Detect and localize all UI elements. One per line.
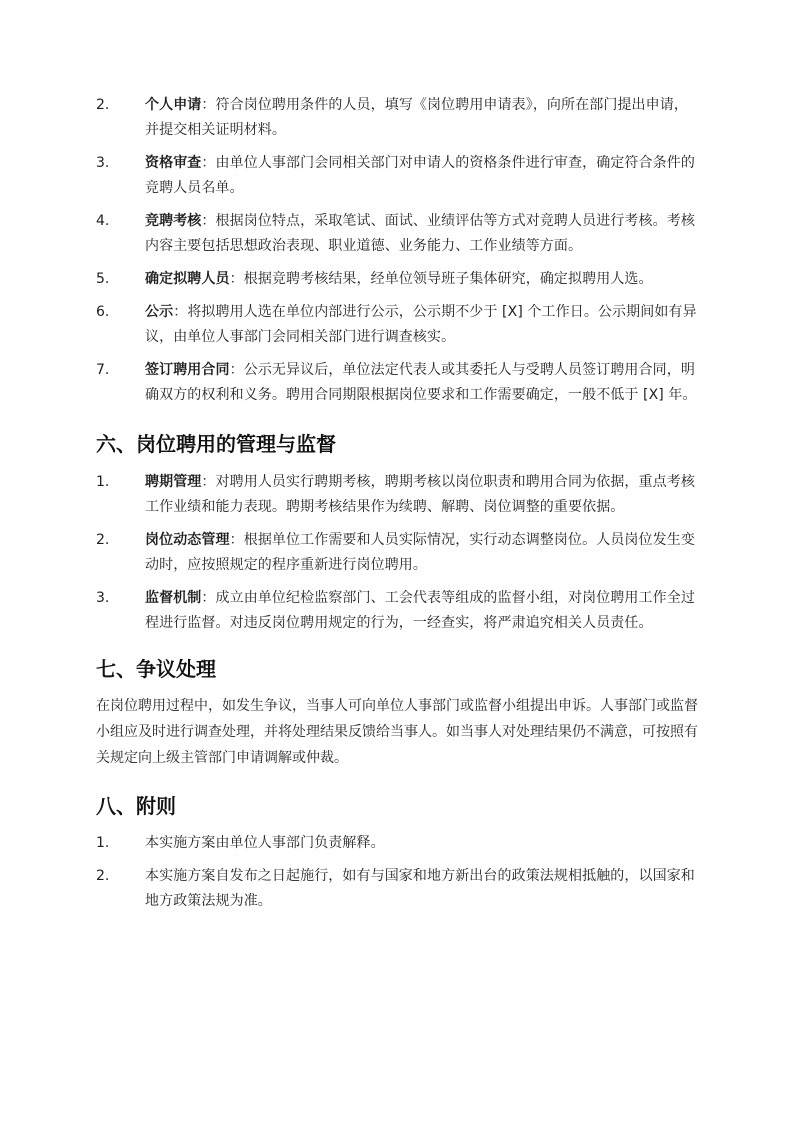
item-separator: ： bbox=[201, 213, 216, 229]
list-item bbox=[96, 358, 700, 408]
list-number: 1. bbox=[96, 835, 110, 851]
list-item bbox=[96, 831, 700, 856]
item-term: 资格审查 bbox=[145, 155, 202, 171]
item-term: 确定拟聘人员 bbox=[145, 271, 230, 287]
list-item-text bbox=[145, 358, 700, 408]
item-term: 竞聘考核 bbox=[145, 213, 202, 229]
procedure-steps-list bbox=[96, 93, 700, 408]
supplementary-list bbox=[96, 831, 700, 914]
list-item bbox=[96, 300, 700, 350]
section-heading-management: 六、岗位聘用的管理与监督 bbox=[96, 432, 336, 456]
list-item-text bbox=[145, 470, 700, 520]
list-number: 5. bbox=[96, 271, 110, 287]
list-number: 3. bbox=[96, 155, 110, 171]
section-heading-disputes: 七、争议处理 bbox=[96, 657, 216, 681]
item-body: 根据岗位特点，采取笔试、面试、业绩评估等方式对竞聘人员进行考核。考核内容主要包括思想政治表现、职业道德、业务能力、工作业绩等方面。 bbox=[145, 213, 695, 254]
list-item-text: 本实施方案由单位人事部门负责解释。 bbox=[145, 835, 385, 851]
item-body: 根据单位工作需要和人员实际情况，实行动态调整岗位。人员岗位发生变动时，应按照规定的程序重新进行岗位聘用。 bbox=[145, 532, 695, 573]
list-item bbox=[96, 528, 700, 578]
item-body: 公示无异议后，单位法定代表人或其委托人与受聘人员签订聘用合同，明确双方的权利和义务。聘用合同期限根据岗位要求和工作需要确定，一般不低于 [X] 年。 bbox=[145, 362, 697, 403]
list-number: 7. bbox=[96, 362, 110, 378]
list-item-text bbox=[145, 586, 700, 636]
list-number: 2. bbox=[96, 868, 110, 884]
list-item bbox=[96, 586, 700, 636]
item-separator: ： bbox=[229, 362, 244, 378]
document-page bbox=[96, 93, 700, 922]
item-body: 由单位人事部门会同相关部门对申请人的资格条件进行审查，确定符合条件的竞聘人员名单。 bbox=[145, 155, 695, 196]
item-separator: ： bbox=[201, 590, 216, 606]
list-item bbox=[96, 151, 700, 201]
list-item-text bbox=[145, 93, 700, 143]
list-number: 1. bbox=[96, 474, 110, 490]
list-item bbox=[96, 209, 700, 259]
item-separator: ： bbox=[201, 97, 216, 113]
item-separator: ： bbox=[201, 155, 216, 171]
list-item bbox=[96, 864, 700, 914]
list-item-text: 本实施方案自发布之日起施行，如有与国家和地方新出台的政策法规相抵触的，以国家和地方政策法规为准。 bbox=[145, 868, 695, 909]
item-term: 岗位动态管理 bbox=[145, 532, 230, 548]
list-item bbox=[96, 267, 700, 292]
list-item-text bbox=[145, 209, 700, 259]
section-heading-supplementary: 八、附则 bbox=[96, 794, 176, 818]
item-term: 公示 bbox=[145, 304, 174, 320]
disputes-paragraph: 在岗位聘用过程中，如发生争议，当事人可向单位人事部门或监督小组提出申诉。人事部门或监督小组应及时进行调查处理，并将处理结果反馈给当事人。如当事人对处理结果仍不满意，可按照有关规定向上级主管部门申请调解或仲裁。 bbox=[96, 698, 698, 766]
list-number: 3. bbox=[96, 590, 110, 606]
item-body: 符合岗位聘用条件的人员，填写《岗位聘用申请表》，向所在部门提出申请，并提交相关证明材料。 bbox=[145, 97, 688, 138]
list-item bbox=[96, 93, 700, 143]
list-item-text bbox=[145, 151, 700, 201]
list-number: 4. bbox=[96, 213, 110, 229]
list-item-text bbox=[145, 528, 700, 578]
item-term: 个人申请 bbox=[145, 97, 202, 113]
list-item-text bbox=[145, 300, 700, 350]
list-item bbox=[96, 470, 700, 520]
item-body: 成立由单位纪检监察部门、工会代表等组成的监督小组，对岗位聘用工作全过程进行监督。对违反岗位聘用规定的行为，一经查实，将严肃追究相关人员责任。 bbox=[145, 590, 695, 631]
list-number: 2. bbox=[96, 532, 110, 548]
list-number: 6. bbox=[96, 304, 110, 320]
item-body: 对聘用人员实行聘期考核，聘期考核以岗位职责和聘用合同为依据，重点考核工作业绩和能力表现。聘期考核结果作为续聘、解聘、岗位调整的重要依据。 bbox=[145, 474, 695, 515]
item-body: 根据竞聘考核结果，经单位领导班子集体研究，确定拟聘用人选。 bbox=[243, 271, 653, 287]
item-term: 聘期管理 bbox=[145, 474, 202, 490]
item-term: 签订聘用合同 bbox=[145, 362, 230, 378]
item-separator: ： bbox=[229, 271, 244, 287]
item-term: 监督机制 bbox=[145, 590, 202, 606]
list-number: 2. bbox=[96, 97, 110, 113]
item-body: 将拟聘用人选在单位内部进行公示，公示期不少于 [X] 个工作日。公示期间如有异议，由单位人事部门会同相关部门进行调查核实。 bbox=[145, 304, 697, 345]
management-list bbox=[96, 470, 700, 636]
list-item-text bbox=[145, 267, 700, 292]
item-separator: ： bbox=[201, 474, 216, 490]
item-separator: ： bbox=[173, 304, 188, 320]
item-separator: ： bbox=[229, 532, 244, 548]
